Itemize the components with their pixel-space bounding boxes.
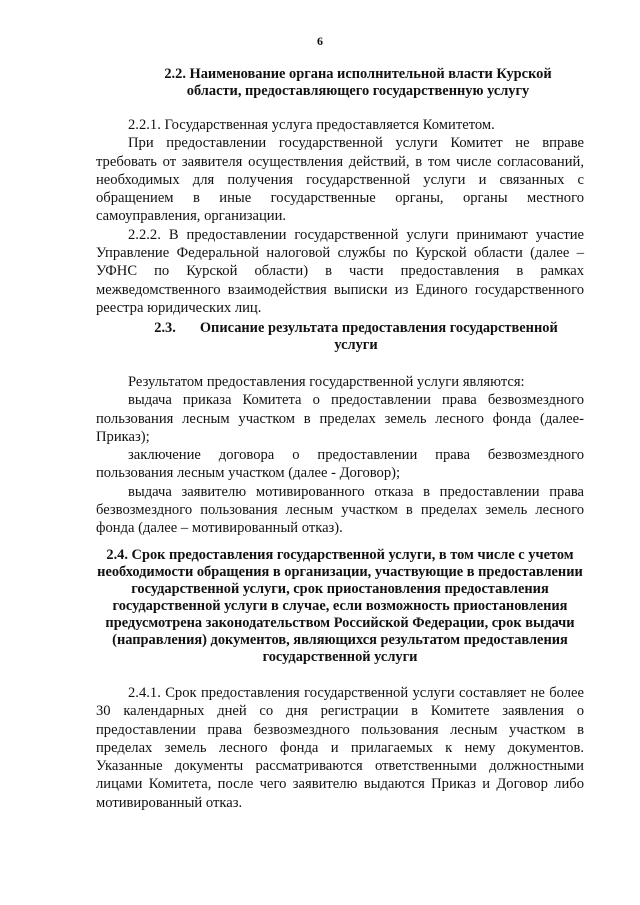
- section-2-3-heading: [136, 320, 576, 354]
- paragraph-2-2-1-prohibition: При предоставлении государственной услуги Комитет не вправе требовать от заявителя осуществления действий, в том числе согласований, необходимых для получения государственной услуги и связанных с обращением в иные государственные органы, органы местного самоуправления, организации.: [96, 135, 584, 225]
- section-2-2-body: [96, 116, 584, 317]
- paragraph-2-3-refusal: выдача заявителю мотивированного отказа в предоставлении права безвозмездного пользования лесным участком в пределах земель лесного фонда (далее – мотивированный отказ).: [96, 483, 584, 537]
- section-2-4-body: [96, 684, 584, 812]
- paragraph-2-4-1: 2.4.1. Срок предоставления государственной услуги составляет не более 30 календарных дней со дня регистрации в Комитете заявления о предоставлении права безвозмездного пользования лесным участком в пределах земель лесного фонда и прилагаемых к нему документов. Указанные документы рассматриваются ответственными должностными лицами Комитета, после чего заявителю выдаются Приказ и Договор либо мотивированный отказ.: [96, 685, 584, 811]
- page-number: 6: [317, 34, 323, 48]
- section-2-3-title: Описание результата предоставления государственной услуги: [199, 320, 558, 353]
- section-2-3-body: [96, 373, 584, 538]
- paragraph-2-3-intro: Результатом предоставления государственной услуги являются:: [128, 374, 525, 390]
- section-2-3-number: 2.3.: [154, 320, 176, 336]
- paragraph-2-3-contract: заключение договора о предоставлении права безвозмездного пользования лесным участком (далее - Договор);: [96, 447, 584, 482]
- paragraph-2-3-order: выдача приказа Комитета о предоставлении права безвозмездного пользования лесным участком в пределах земель лесного фонда (далее-Приказ);: [96, 392, 584, 445]
- section-2-2-heading: 2.2. Наименование органа исполнительной власти Курской области, предоставляющего государственную услугу: [164, 66, 552, 99]
- section-2-4-heading: 2.4. Срок предоставления государственной услуги, в том числе с учетом необходимости обращения в организации, участвующие в предоставлении государственной услуги, срок приостановления предоставления государственной услуги в случае, если возможность приостановления предусмотрена законодательством Российской Федерации, срок выдачи (направления) документов, являющихся результатом предоставления государственной услуги: [97, 547, 583, 665]
- paragraph-2-2-2: 2.2.2. В предоставлении государственной услуги принимают участие Управление Федеральной налоговой службы по Курской области (далее – УФНС по Курской области) в части предоставления в рамках межведомственного взаимодействия выписки из Единого государственного реестра юридических лиц.: [96, 226, 584, 316]
- paragraph-2-2-1: 2.2.1. Государственная услуга предоставляется Комитетом.: [128, 117, 495, 133]
